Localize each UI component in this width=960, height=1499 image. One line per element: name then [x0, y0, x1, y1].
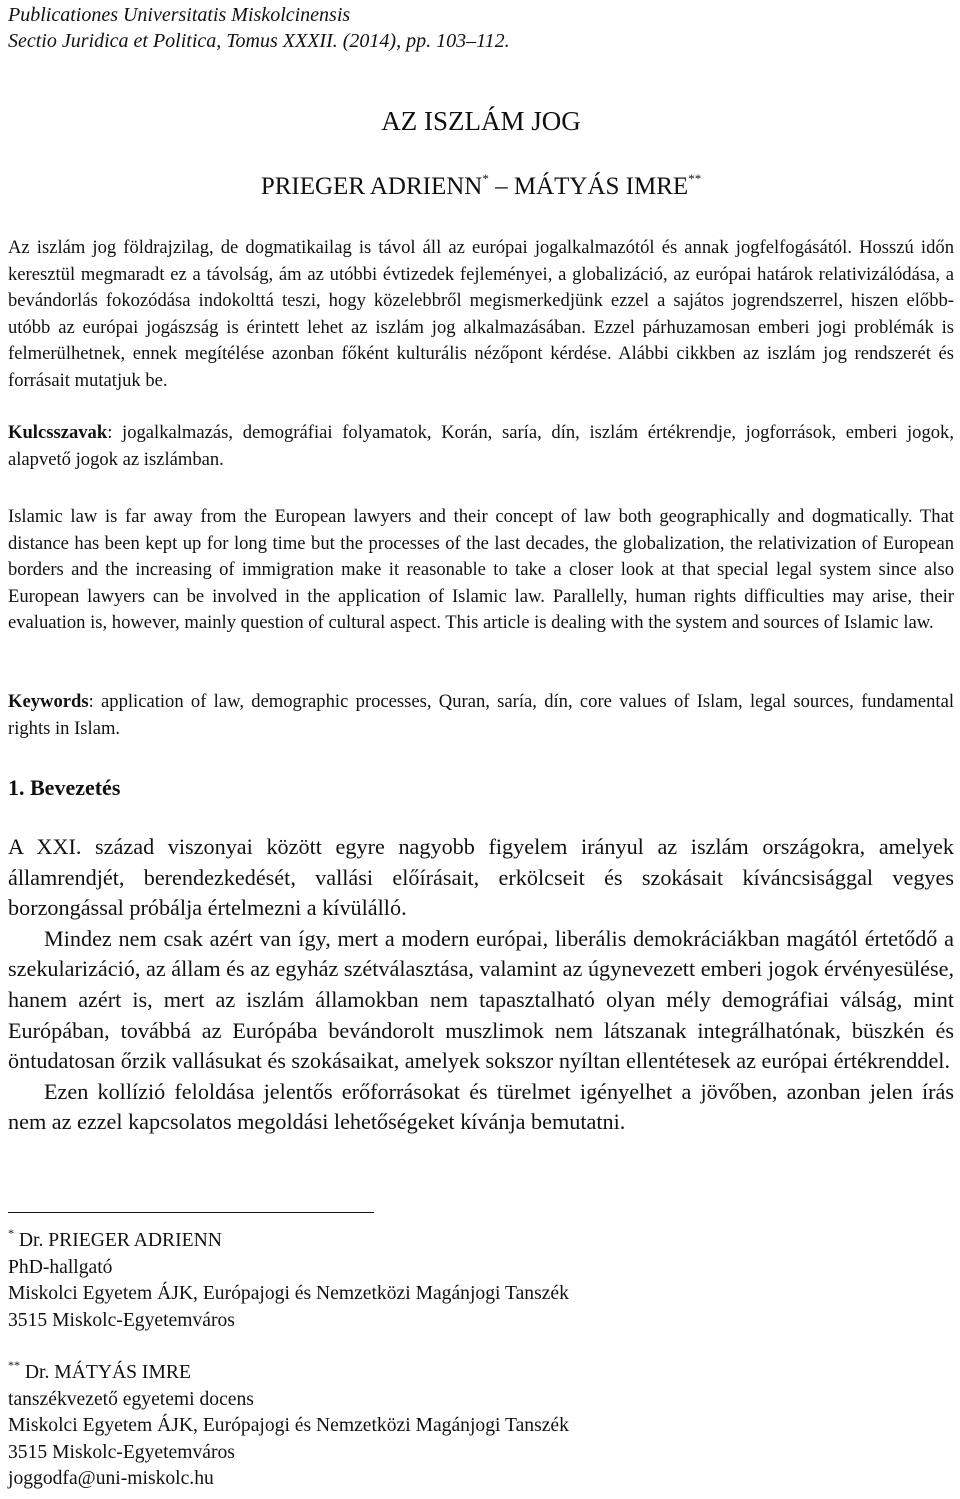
journal-name: Publicationes Universitatis Miskolcinensis — [8, 4, 351, 26]
footnote-1-author: Dr. PRIEGER ADRIENN — [14, 1230, 222, 1251]
footnote-2-address: 3515 Miskolc-Egyetemváros — [8, 1441, 235, 1463]
article-title: AZ ISZLÁM JOG — [381, 106, 581, 136]
footnote-2-email: joggodfa@uni-miskolc.hu — [8, 1468, 214, 1489]
author-2: MÁTYÁS IMRE — [513, 173, 689, 200]
footnote-1-affiliation: Miskolci Egyetem ÁJK, Európajogi és Nemzetközi Magánjogi Tanszék — [8, 1283, 569, 1304]
journal-volume: Sectio Juridica et Politica, Tomus XXXII. (2014), pp. 103–112. — [8, 30, 510, 52]
author-separator: – — [488, 173, 514, 200]
footnote-spacer — [8, 1334, 569, 1360]
footnote-1-name — [8, 1228, 569, 1255]
section-heading: 1. Bevezetés — [8, 775, 121, 800]
footnote-2-role: tanszékvezető egyetemi docens — [8, 1388, 254, 1410]
keywords-list-hungarian: : jogalkalmazás, demográfiai folyamatok, Korán, saría, dín, iszlám értékrendje, jogforrások, emberi jogok, alapvető jogok az iszlámban. — [8, 422, 954, 470]
body-paragraph: A XXI. század viszonyai között egyre nagyobb figyelem irányul az iszlám országokra, amelyek államrendjét, berendezkedését, vallási előírásait, erkölcseit és szokásait kíváncsisággal vegyes borzongással próbálja értelmezni a kívülálló. — [8, 834, 954, 921]
author-2-footnote-mark: ** — [688, 171, 702, 186]
keywords-hungarian — [8, 420, 954, 473]
footnote-1-address: 3515 Miskolc-Egyetemváros — [8, 1309, 235, 1331]
footnote-2-affiliation: Miskolci Egyetem ÁJK, Európajogi és Nemzetközi Magánjogi Tanszék — [8, 1415, 569, 1436]
section-body — [8, 832, 954, 1138]
abstract-english: Islamic law is far away from the European lawyers and their concept of law both geographically and dogmatically. That distance has been kept up for long time but the processes of the last decades, the globalization, the relativization of European borders and the increasing of immigration make it reasonable to take a closer look at that special legal system since also European lawyers can be involved in the application of Islamic law. Parallelly, human rights difficulties may arise, their evaluation is, however, mainly question of cultural aspect. This article is dealing with the system and sources of Islamic law. — [8, 506, 954, 633]
footnote-divider — [8, 1212, 374, 1213]
footnotes — [8, 1228, 569, 1493]
author-1: PRIEGER ADRIENN — [260, 173, 483, 200]
journal-header — [8, 2, 510, 54]
keywords-list-english: : application of law, demographic processes, Quran, saría, dín, core values of Islam, legal sources, fundamental rights in Islam. — [8, 691, 954, 739]
abstract-hungarian: Az iszlám jog földrajzilag, de dogmatikailag is távol áll az európai jogalkalmazótól és annak jogfelfogásától. Hosszú időn keresztül megmaradt ez a távolság, ám az utóbbi évtizedek fejleményei, a globalizáció, az európai határok relativizálódása, a bevándorlás fokozódása indokolttá teszi, hogy közelebbről megismerkedjünk ezzel a sajátos jogrendszerrel, hiszen előbb-utóbb az európai jogászság is érintett lehet az iszlám jog alkalmazásában. Ezzel párhuzamosan emberi jogi problémák is felmerülhetnek, ennek megítélése azonban főként kulturális nézőpont kérdése. Alábbi cikkben az iszlám jog rendszerét és forrásait mutatjuk be. — [8, 237, 954, 391]
keywords-english — [8, 689, 954, 742]
author-line — [8, 170, 954, 204]
footnote-2-author: Dr. MÁTYÁS IMRE — [20, 1362, 191, 1383]
footnote-1-role: PhD-hallgató — [8, 1256, 113, 1278]
footnote-2-mark: ** — [8, 1358, 20, 1372]
footnote-2-name — [8, 1360, 569, 1387]
keywords-label-english: Keywords — [8, 691, 89, 712]
body-paragraph: Ezen kollízió feloldása jelentős erőforrásokat és türelmet igényelhet a jövőben, azonban jelen írás nem az ezzel kapcsolatos megoldási lehetőségeket kívánja bemutatni. — [8, 1078, 954, 1135]
footnote-1-mark: * — [8, 1226, 14, 1240]
keywords-label-hungarian: Kulcsszavak — [8, 422, 108, 443]
author-1-footnote-mark: * — [482, 171, 489, 186]
body-paragraph: Mindez nem csak azért van így, mert a modern európai, liberális demokráciákban magától értetődő a szekularizáció, az állam és az egyház szétválasztása, valamint az úgynevezett emberi jogok érvényesülése, hanem azért is, mert az iszlám államokban nem tapasztalható olyan mély demográfiai válság, mint Európában, továbbá az Európába bevándorolt muszlimok nem látszanak integrálhatónak, büszkén és öntudatosan őrzik vallásukat és szokásaikat, amelyek sokszor nyíltan ellentétesek az európai értékrenddel. — [8, 925, 954, 1074]
